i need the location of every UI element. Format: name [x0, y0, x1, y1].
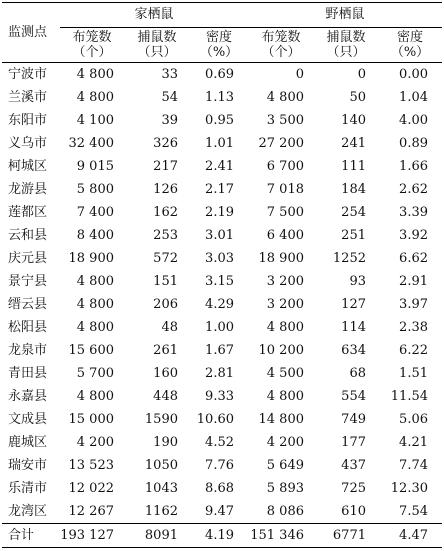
domestic-traps: 32 400: [68, 136, 114, 151]
domestic-density: 9.47: [205, 504, 234, 519]
domestic-traps: 5 700: [76, 366, 114, 381]
table-row: [2, 86, 442, 109]
station-name: 东阳市: [8, 113, 48, 128]
wild-density: 2.38: [399, 320, 428, 335]
wild-caught: 114: [341, 320, 366, 335]
domestic-traps: 15 000: [68, 412, 114, 427]
station-name: 永嘉县: [8, 389, 48, 404]
header-domestic-caught: 捕鼠数 （只）: [124, 28, 190, 63]
domestic-caught: 1050: [144, 458, 178, 473]
wild-density: 2.91: [399, 274, 428, 289]
wild-traps: 5 649: [266, 458, 304, 473]
wild-traps: 18 900: [258, 251, 304, 266]
header-wild-traps: 布笼数 （个）: [248, 28, 314, 63]
station-name: 兰溪市: [8, 90, 48, 105]
table-row: [2, 155, 442, 178]
wild-density: 7.54: [399, 504, 428, 519]
wild-caught: 0: [357, 67, 366, 82]
domestic-density: 7.76: [205, 458, 234, 473]
domestic-traps: 4 200: [76, 435, 114, 450]
table-row: [2, 247, 442, 270]
domestic-traps: 8 400: [76, 228, 114, 243]
table-row: [2, 362, 442, 385]
wild-traps: 3 200: [266, 274, 304, 289]
domestic-traps: 4 800: [76, 297, 114, 312]
domestic-density: 4.29: [205, 297, 234, 312]
domestic-density: 10.60: [196, 412, 234, 427]
domestic-density: 2.17: [205, 182, 234, 197]
wild-traps: 5 893: [266, 481, 304, 496]
table-row: [2, 201, 442, 224]
wild-traps: 8 086: [266, 504, 304, 519]
domestic-traps: 4 800: [76, 274, 114, 289]
station-name: 缙云县: [8, 297, 48, 312]
domestic-traps: 12 267: [68, 504, 114, 519]
wild-density: 3.92: [399, 228, 428, 243]
station-name: 乐清市: [8, 481, 48, 496]
wild-caught: 127: [341, 297, 366, 312]
wild-traps: 27 200: [258, 136, 304, 151]
total-wild-caught: 6771: [332, 528, 366, 543]
station-name: 龙湾区: [8, 504, 48, 519]
domestic-caught: 1162: [144, 504, 178, 519]
wild-traps: 3 500: [266, 113, 304, 128]
table-row: [2, 224, 442, 247]
wild-caught: 251: [341, 228, 366, 243]
wild-density: 3.39: [399, 205, 428, 220]
domestic-density: 2.81: [205, 366, 234, 381]
wild-density: 0.89: [399, 136, 428, 151]
wild-caught: 437: [341, 458, 366, 473]
wild-density: 0.00: [399, 67, 428, 82]
domestic-traps: 4 100: [76, 113, 114, 128]
domestic-caught: 206: [153, 297, 178, 312]
wild-density: 2.62: [399, 182, 428, 197]
domestic-density: 0.95: [205, 113, 234, 128]
domestic-traps: 13 523: [68, 458, 114, 473]
domestic-traps: 18 900: [68, 251, 114, 266]
domestic-traps: 4 800: [76, 67, 114, 82]
wild-density: 11.54: [390, 389, 428, 404]
domestic-caught: 326: [153, 136, 178, 151]
domestic-density: 8.68: [205, 481, 234, 496]
domestic-caught: 572: [153, 251, 178, 266]
wild-density: 12.30: [390, 481, 428, 496]
table-row: [2, 270, 442, 293]
domestic-density: 1.13: [205, 90, 234, 105]
wild-caught: 725: [341, 481, 366, 496]
rodent-density-table-page: [0, 2, 444, 551]
station-name: 青田县: [8, 366, 48, 381]
station-name: 龙泉市: [8, 343, 48, 358]
domestic-caught: 448: [153, 389, 178, 404]
wild-density: 4.00: [399, 113, 428, 128]
domestic-traps: 7 400: [76, 205, 114, 220]
domestic-density: 9.33: [205, 389, 234, 404]
domestic-caught: 126: [153, 182, 178, 197]
domestic-caught: 217: [153, 159, 178, 174]
table-row-total: [2, 524, 442, 548]
domestic-density: 3.01: [205, 228, 234, 243]
table-row: [2, 178, 442, 201]
rodent-density-table: [2, 2, 442, 548]
station-name: 龙游县: [8, 182, 48, 197]
wild-traps: 6 400: [266, 228, 304, 243]
domestic-density: 1.01: [205, 136, 234, 151]
station-name: 义乌市: [8, 136, 48, 151]
station-name: 庆元县: [8, 251, 48, 266]
wild-density: 5.06: [399, 412, 428, 427]
wild-caught: 140: [341, 113, 366, 128]
table-row: [2, 500, 442, 524]
domestic-caught: 253: [153, 228, 178, 243]
station-name: 鹿城区: [8, 435, 48, 450]
wild-caught: 50: [349, 90, 366, 105]
header-wild-density: 密度 （%）: [378, 28, 442, 63]
wild-caught: 749: [341, 412, 366, 427]
wild-caught: 241: [341, 136, 366, 151]
wild-caught: 177: [341, 435, 366, 450]
domestic-caught: 54: [161, 90, 178, 105]
wild-caught: 111: [341, 159, 366, 174]
wild-traps: 4 200: [266, 435, 304, 450]
wild-caught: 634: [341, 343, 366, 358]
table-row: [2, 293, 442, 316]
table-row: [2, 63, 442, 87]
station-name: 莲都区: [8, 205, 48, 220]
header-wild-caught: 捕鼠数 （只）: [314, 28, 378, 63]
total-wild-density: 4.47: [399, 528, 428, 543]
station-name: 宁波市: [8, 67, 48, 82]
wild-density: 3.97: [399, 297, 428, 312]
domestic-caught: 1043: [144, 481, 178, 496]
wild-traps: 7 018: [266, 182, 304, 197]
wild-caught: 93: [349, 274, 366, 289]
total-domestic-traps: 193 127: [60, 528, 114, 543]
domestic-caught: 151: [153, 274, 178, 289]
domestic-traps: 15 600: [68, 343, 114, 358]
wild-density: 1.66: [399, 159, 428, 174]
domestic-caught: 39: [161, 113, 178, 128]
table-row: [2, 339, 442, 362]
domestic-traps: 4 800: [76, 389, 114, 404]
wild-traps: 4 800: [266, 389, 304, 404]
table-row: [2, 385, 442, 408]
station-name: 文成县: [8, 412, 48, 427]
total-domestic-density: 4.19: [205, 528, 234, 543]
wild-density: 1.04: [399, 90, 428, 105]
wild-caught: 610: [341, 504, 366, 519]
wild-traps: 7 500: [266, 205, 304, 220]
wild-density: 6.62: [399, 251, 428, 266]
wild-density: 4.21: [399, 435, 428, 450]
domestic-density: 0.69: [205, 67, 234, 82]
table-row: [2, 477, 442, 500]
table-row: [2, 431, 442, 454]
header-group-wild: 野栖鼠: [325, 7, 365, 22]
total-label: 合计: [8, 528, 35, 543]
domestic-density: 3.15: [205, 274, 234, 289]
domestic-traps: 4 800: [76, 320, 114, 335]
domestic-caught: 190: [153, 435, 178, 450]
station-name: 松阳县: [8, 320, 48, 335]
table-row: [2, 109, 442, 132]
total-domestic-caught: 8091: [144, 528, 178, 543]
table-row: [2, 132, 442, 155]
header-station: 监测点: [8, 24, 48, 40]
domestic-density: 2.19: [205, 205, 234, 220]
wild-caught: 254: [341, 205, 366, 220]
domestic-traps: 5 800: [76, 182, 114, 197]
domestic-traps: 9 015: [76, 159, 114, 174]
domestic-caught: 48: [161, 320, 178, 335]
wild-traps: 3 200: [266, 297, 304, 312]
wild-traps: 4 800: [266, 320, 304, 335]
domestic-caught: 1590: [144, 412, 178, 427]
domestic-caught: 160: [153, 366, 178, 381]
wild-traps: 4 500: [266, 366, 304, 381]
wild-density: 6.22: [399, 343, 428, 358]
total-wild-traps: 151 346: [250, 528, 304, 543]
domestic-density: 4.52: [205, 435, 234, 450]
table-body: [2, 63, 442, 524]
domestic-traps: 4 800: [76, 90, 114, 105]
wild-caught: 554: [341, 389, 366, 404]
domestic-caught: 33: [161, 67, 178, 82]
header-domestic-density: 密度 （%）: [190, 28, 248, 63]
wild-density: 1.51: [399, 366, 428, 381]
station-name: 云和县: [8, 228, 48, 243]
table-row: [2, 454, 442, 477]
wild-caught: 184: [341, 182, 366, 197]
domestic-traps: 12 022: [68, 481, 114, 496]
wild-traps: 0: [295, 67, 304, 82]
table-row: [2, 316, 442, 339]
domestic-caught: 162: [153, 205, 178, 220]
wild-traps: 14 800: [258, 412, 304, 427]
header-domestic-traps: 布笼数 （个）: [60, 28, 124, 63]
domestic-density: 3.03: [205, 251, 234, 266]
wild-traps: 4 800: [266, 90, 304, 105]
wild-caught: 68: [349, 366, 366, 381]
wild-traps: 6 700: [266, 159, 304, 174]
wild-density: 7.74: [399, 458, 428, 473]
station-name: 景宁县: [8, 274, 48, 289]
station-name: 瑞安市: [8, 458, 48, 473]
wild-caught: 1252: [332, 251, 366, 266]
station-name: 柯城区: [8, 159, 48, 174]
header-group-domestic: 家栖鼠: [134, 7, 174, 22]
domestic-density: 2.41: [205, 159, 234, 174]
domestic-density: 1.67: [205, 343, 234, 358]
table-row: [2, 408, 442, 431]
domestic-caught: 261: [153, 343, 178, 358]
table-header: [2, 3, 442, 63]
wild-traps: 10 200: [258, 343, 304, 358]
domestic-density: 1.00: [205, 320, 234, 335]
